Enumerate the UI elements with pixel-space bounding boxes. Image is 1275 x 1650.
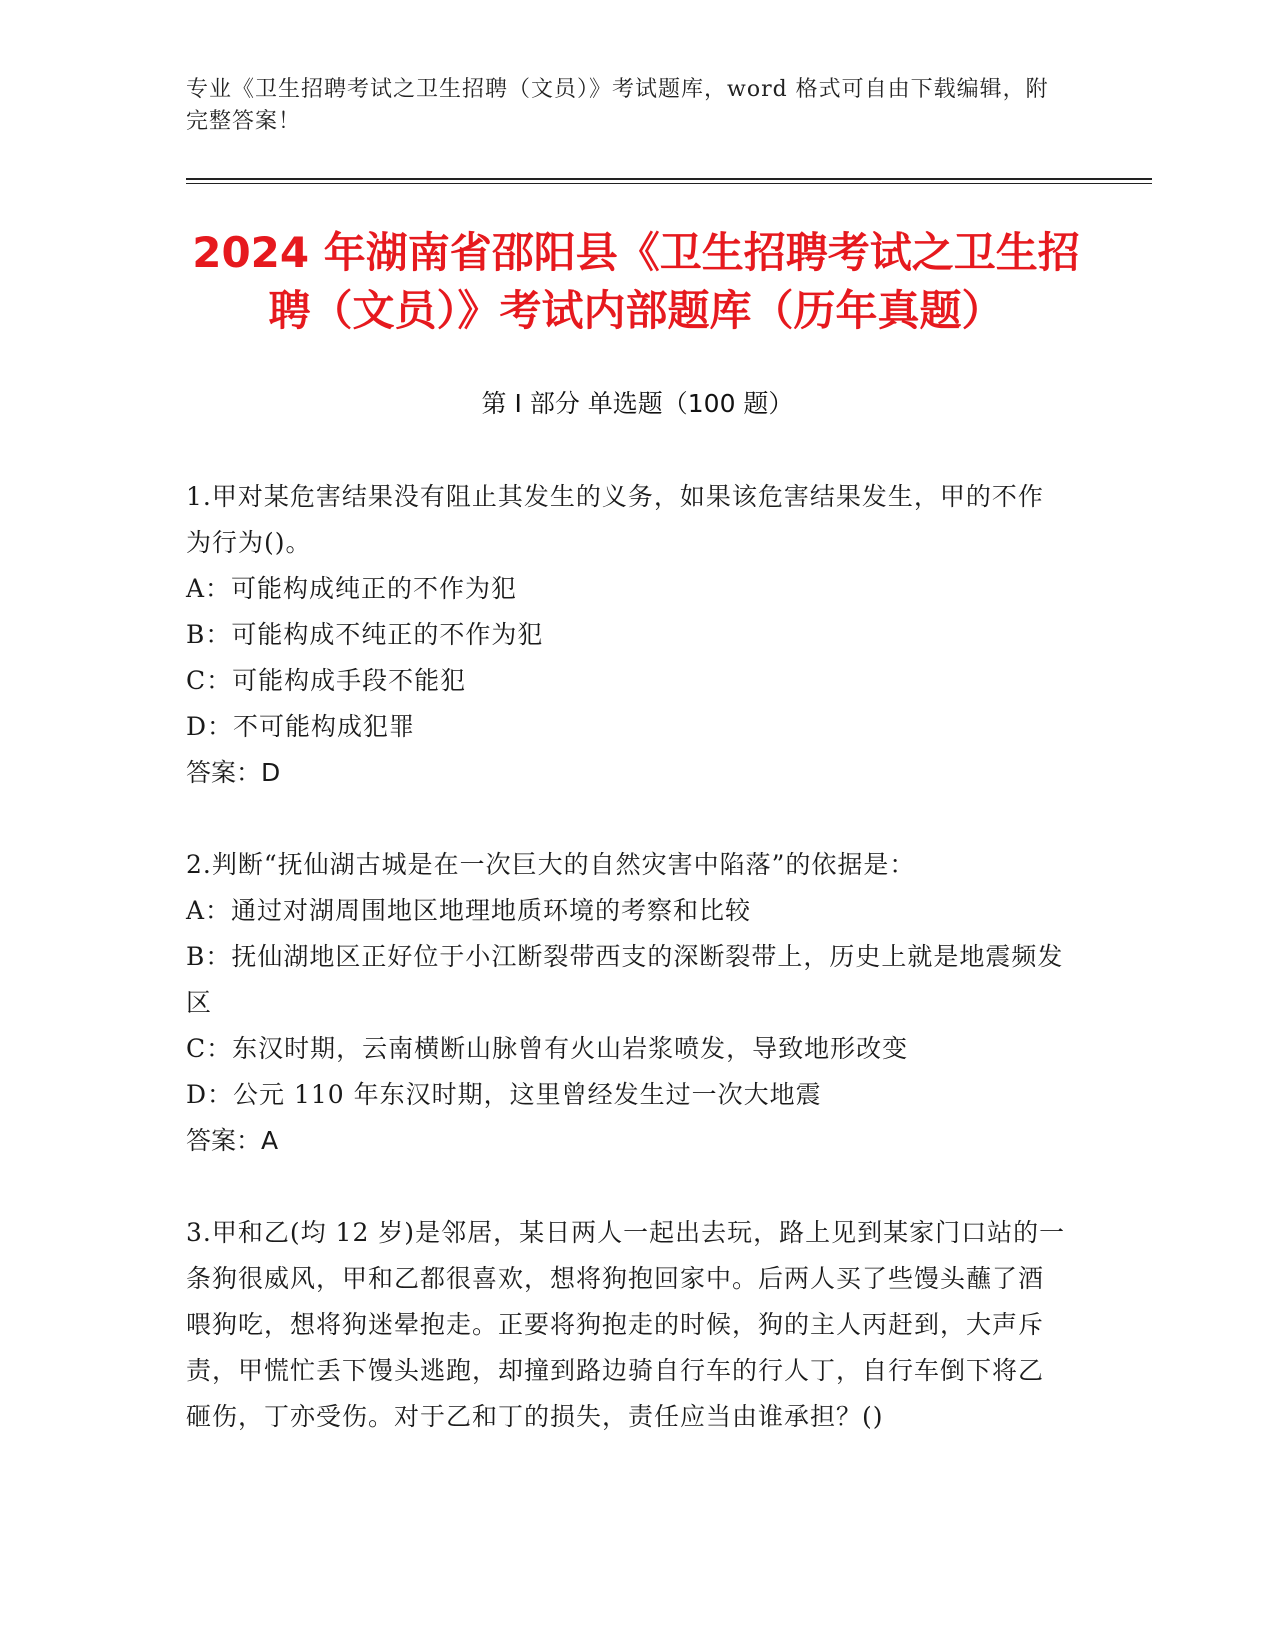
option-a: A：通过对湖周围地区地理地质环境的考察和比较 — [186, 896, 752, 925]
option-b: B：可能构成不纯正的不作为犯 — [186, 620, 544, 649]
question-stem: 1.甲对某危害结果没有阻止其发生的义务，如果该危害结果发生，甲的不作为行为()。 — [186, 482, 1044, 557]
option-a: A：可能构成纯正的不作为犯 — [186, 574, 518, 603]
question-stem: 3.甲和乙(均 12 岁)是邻居，某日两人一起出去玩，路上见到某家门口站的一条狗很威风，甲和乙都很喜欢，想将狗抱回家中。后两人买了些馒头蘸了酒喂狗吃，想将狗迷晕抱走。正要将狗抱走的时候，狗的主人丙赶到，大声斥责，甲慌忙丢下馒头逃跑，却撞到路边骑自行车的行人丁，自行车倒下将乙砸伤，丁亦受伤。对于乙和丁的损失，责任应当由谁承担？() — [186, 1218, 1066, 1431]
question-stem: 2.判断“抚仙湖古城是在一次巨大的自然灾害中陷落”的依据是： — [186, 850, 916, 879]
header-divider — [186, 178, 1152, 180]
question-list — [186, 474, 1066, 1486]
question-item — [186, 1210, 1066, 1440]
answer: 答案：D — [186, 758, 281, 787]
question-item — [186, 474, 1066, 796]
document-title: 2024 年湖南省邵阳县《卫生招聘考试之卫生招聘（文员）》考试内部题库（历年真题） — [192, 228, 1080, 335]
section-title: 第 I 部分 单选题（100 题） — [481, 389, 794, 418]
option-d: D：不可能构成犯罪 — [186, 712, 416, 741]
header-note: 专业《卫生招聘考试之卫生招聘（文员）》考试题库，word 格式可自由下载编辑，附完整答案！ — [186, 77, 1049, 134]
option-c: C：可能构成手段不能犯 — [186, 666, 467, 695]
option-b: B：抚仙湖地区正好位于小江断裂带西支的深断裂带上，历史上就是地震频发区 — [186, 942, 1064, 1017]
answer: 答案：A — [186, 1126, 279, 1155]
option-c: C：东汉时期，云南横断山脉曾有火山岩浆喷发，导致地形改变 — [186, 1034, 909, 1063]
header-divider-thin — [186, 183, 1152, 184]
question-item — [186, 842, 1066, 1164]
option-d: D：公元 110 年东汉时期，这里曾经发生过一次大地震 — [186, 1080, 822, 1109]
